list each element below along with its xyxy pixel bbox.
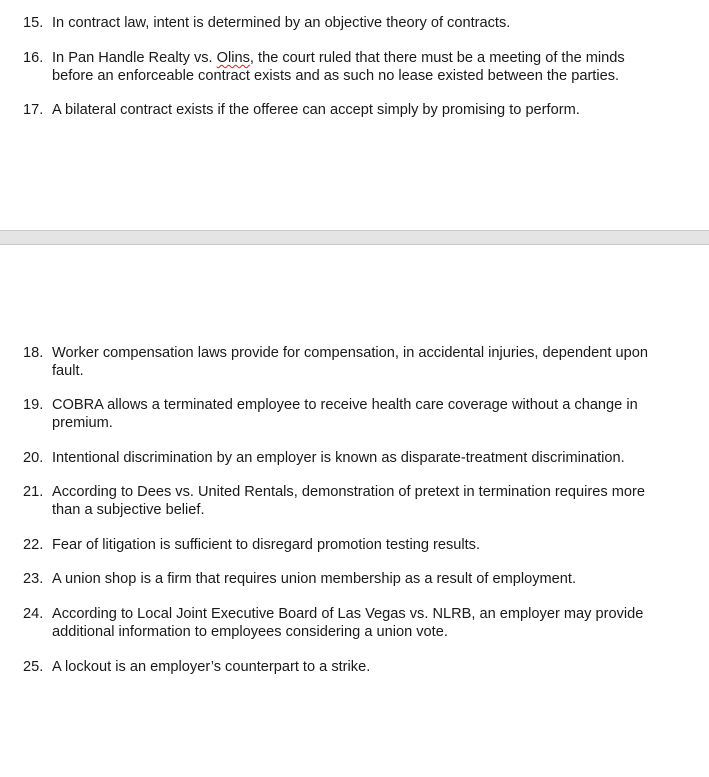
list-item-number: 22. [23, 537, 44, 553]
list-item-text: Intentional discrimination by an employer is known as disparate-treatment discrimination. [52, 450, 625, 466]
list-item-number: 20. [23, 450, 44, 466]
list-item-number: 17. [23, 102, 44, 118]
document-page-2 [0, 245, 709, 777]
list-item-text: Worker compensation laws provide for compensation, in accidental injuries, dependent upon fault. [52, 345, 648, 379]
list-item-text: According to Local Joint Executive Board of Las Vegas vs. NLRB, an employer may provide additional information to employees considering a union vote. [52, 606, 644, 640]
list-item-text: In contract law, intent is determined by an objective theory of contracts. [52, 15, 511, 31]
list-item-text: A bilateral contract exists if the offeree can accept simply by promising to perform. [52, 102, 580, 118]
text-segment: , the court ruled that there must be a meeting of the minds before an enforceable contract exists and as such no lease existed between the parties. [52, 50, 625, 84]
document-page-1 [0, 0, 709, 230]
list-item-text: According to Dees vs. United Rentals, demonstration of pretext in termination requires more than a subjective belief. [52, 484, 645, 518]
list-item-number: 19. [23, 397, 44, 413]
list-item-number: 21. [23, 484, 44, 500]
list-item-number: 16. [23, 50, 44, 66]
list-item-text: A union shop is a firm that requires union membership as a result of employment. [52, 571, 577, 587]
list-item-text: A lockout is an employer’s counterpart to a strike. [52, 659, 371, 675]
list-item-number: 15. [23, 15, 44, 31]
list-item-number: 24. [23, 606, 44, 622]
list-item-text: COBRA allows a terminated employee to receive health care coverage without a change in premium. [52, 397, 638, 431]
list-item-number: 25. [23, 659, 44, 675]
text-segment: In Pan Handle Realty vs. [52, 50, 217, 66]
list-item-text [52, 49, 667, 85]
list-item-text: Fear of litigation is sufficient to disregard promotion testing results. [52, 537, 481, 553]
page-break-separator [0, 230, 709, 245]
spelling-flagged-word[interactable]: Olins [216, 50, 250, 66]
list-item-number: 23. [23, 571, 44, 587]
list-item-number: 18. [23, 345, 44, 361]
